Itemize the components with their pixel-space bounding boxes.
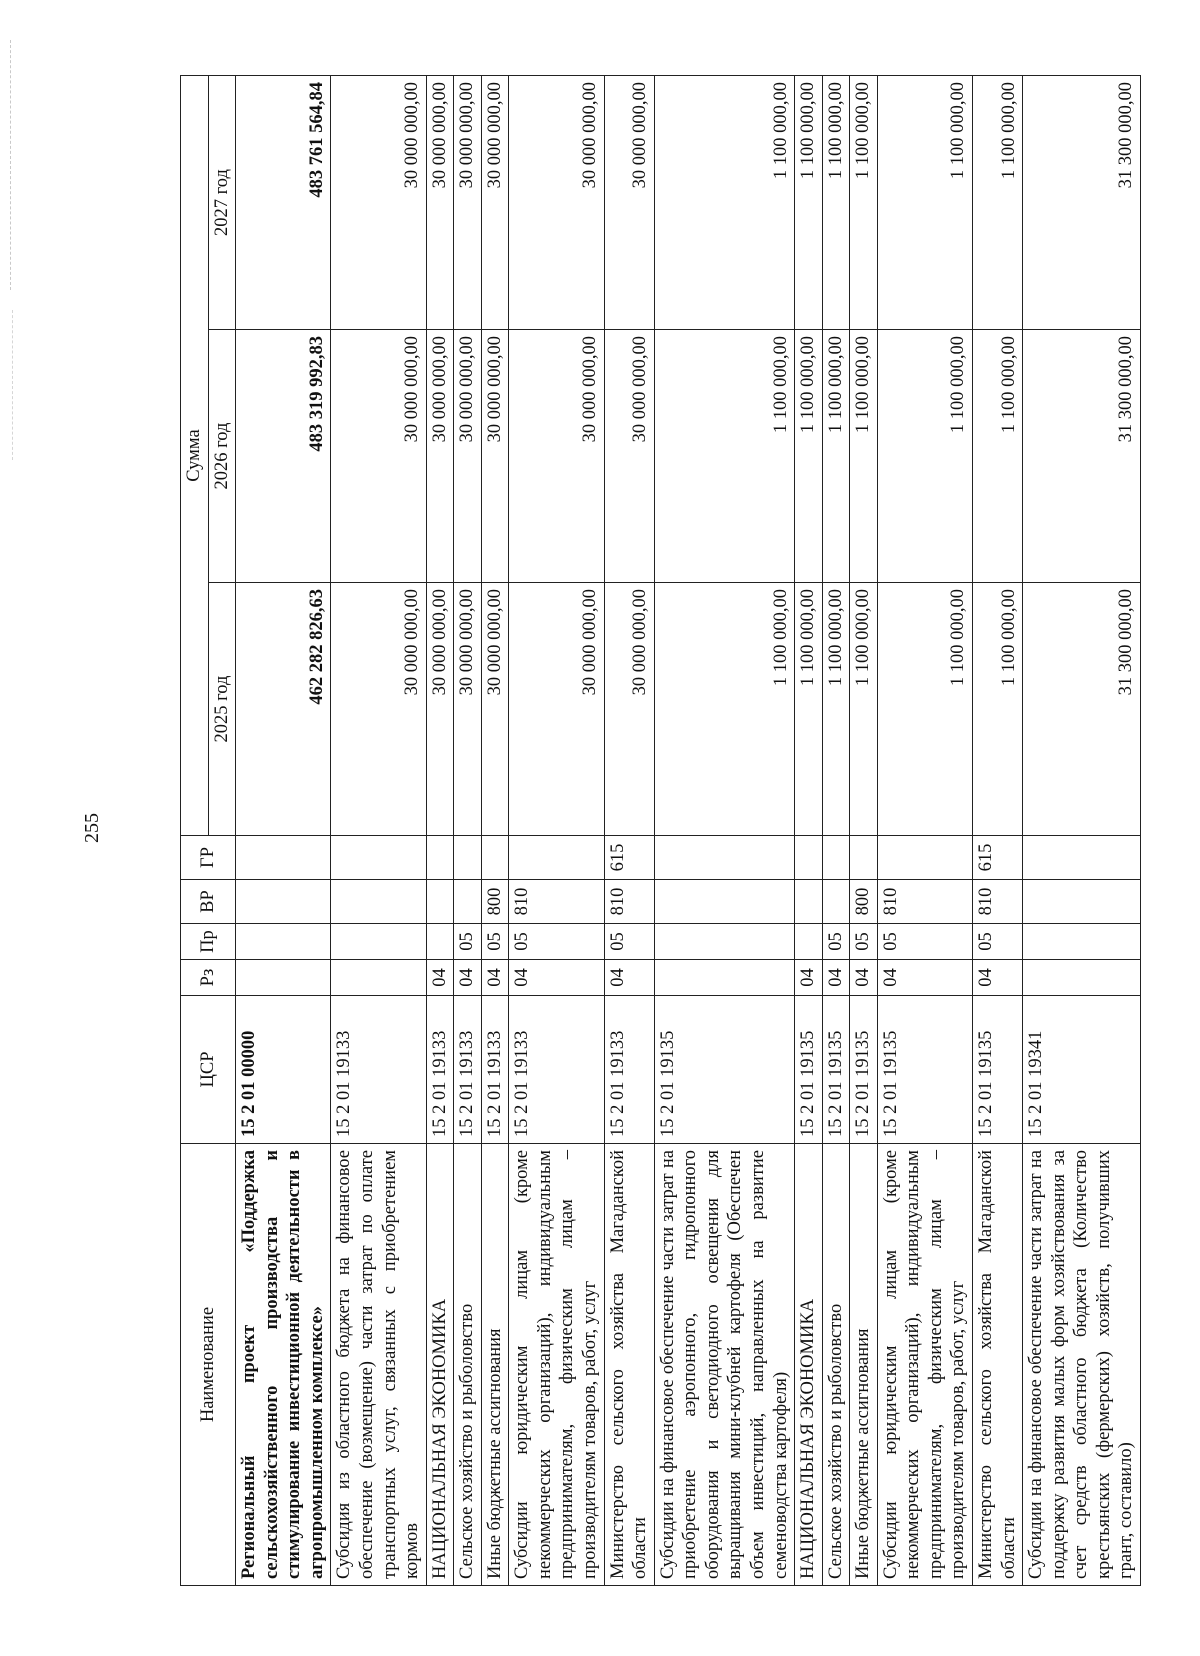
csr-cell: 15 2 01 19135 bbox=[877, 996, 972, 1144]
amount-2025-cell: 462 282 826,63 bbox=[236, 583, 331, 836]
amount-2025-cell: 1 100 000,00 bbox=[654, 583, 794, 836]
table-row bbox=[973, 76, 1023, 1586]
amount-2026-cell: 1 100 000,00 bbox=[850, 330, 878, 583]
amount-2027-cell: 1 100 000,00 bbox=[973, 76, 1023, 330]
vr-cell bbox=[331, 880, 426, 924]
amount-2025-cell: 1 100 000,00 bbox=[877, 583, 972, 836]
page-number: 255 bbox=[81, 813, 103, 843]
pr-cell bbox=[654, 924, 794, 960]
table-row bbox=[236, 76, 331, 1586]
rotated-table-container bbox=[180, 76, 1137, 1586]
amount-2026-cell: 30 000 000,00 bbox=[604, 330, 654, 583]
amount-2027-cell: 1 100 000,00 bbox=[654, 76, 794, 330]
amount-2027-cell: 483 761 564,84 bbox=[236, 76, 331, 330]
name-cell: Иные бюджетные ассигнования bbox=[481, 1144, 509, 1586]
amount-2026-cell: 1 100 000,00 bbox=[973, 330, 1023, 583]
vr-cell bbox=[454, 880, 482, 924]
amount-2025-cell: 30 000 000,00 bbox=[331, 583, 426, 836]
rz-cell: 04 bbox=[850, 960, 878, 996]
table-row bbox=[822, 76, 850, 1586]
amount-2027-cell: 1 100 000,00 bbox=[822, 76, 850, 330]
amount-2027-cell: 31 300 000,00 bbox=[1023, 76, 1141, 330]
name-cell: Субсидии юридическим лицам (кроме некоммерческих организаций), индивидуальным предпринимателям, физическим лицам – производителям товаров, работ, услуг bbox=[509, 1144, 604, 1586]
name-cell: Субсидия из областного бюджета на финансовое обеспечение (возмещение) части затрат по оплате транспортных услуг, связанных с приобретением кормов bbox=[331, 1144, 426, 1586]
amount-2026-cell: 30 000 000,00 bbox=[426, 330, 454, 583]
csr-cell: 15 2 01 19133 bbox=[454, 996, 482, 1144]
header-rz: Рз bbox=[181, 960, 236, 996]
csr-cell: 15 2 01 19133 bbox=[509, 996, 604, 1144]
csr-cell: 15 2 01 19135 bbox=[850, 996, 878, 1144]
header-year-2026: 2026 год bbox=[208, 330, 236, 583]
table-body bbox=[236, 76, 1141, 1586]
gr-cell bbox=[236, 836, 331, 880]
rz-cell: 04 bbox=[973, 960, 1023, 996]
vr-cell: 810 bbox=[604, 880, 654, 924]
csr-cell: 15 2 01 19135 bbox=[654, 996, 794, 1144]
vr-cell bbox=[236, 880, 331, 924]
gr-cell bbox=[654, 836, 794, 880]
rz-cell bbox=[1023, 960, 1141, 996]
vr-cell: 800 bbox=[481, 880, 509, 924]
amount-2025-cell: 1 100 000,00 bbox=[822, 583, 850, 836]
amount-2025-cell: 1 100 000,00 bbox=[850, 583, 878, 836]
vr-cell bbox=[795, 880, 823, 924]
gr-cell bbox=[822, 836, 850, 880]
scan-edge-mark bbox=[12, 310, 14, 460]
gr-cell bbox=[481, 836, 509, 880]
amount-2027-cell: 30 000 000,00 bbox=[509, 76, 604, 330]
vr-cell bbox=[426, 880, 454, 924]
gr-cell bbox=[1023, 836, 1141, 880]
amount-2026-cell: 483 319 992,83 bbox=[236, 330, 331, 583]
table-row bbox=[604, 76, 654, 1586]
vr-cell bbox=[822, 880, 850, 924]
table-row bbox=[331, 76, 426, 1586]
vr-cell: 810 bbox=[973, 880, 1023, 924]
gr-cell: 615 bbox=[973, 836, 1023, 880]
amount-2027-cell: 1 100 000,00 bbox=[850, 76, 878, 330]
amount-2026-cell: 30 000 000,00 bbox=[331, 330, 426, 583]
name-cell: Сельское хозяйство и рыболовство bbox=[822, 1144, 850, 1586]
header-vr: ВР bbox=[181, 880, 236, 924]
table-row bbox=[509, 76, 604, 1586]
table-row bbox=[850, 76, 878, 1586]
csr-cell: 15 2 01 00000 bbox=[236, 996, 331, 1144]
amount-2026-cell: 1 100 000,00 bbox=[877, 330, 972, 583]
gr-cell bbox=[850, 836, 878, 880]
amount-2026-cell: 30 000 000,00 bbox=[481, 330, 509, 583]
rz-cell: 04 bbox=[822, 960, 850, 996]
pr-cell: 05 bbox=[509, 924, 604, 960]
gr-cell bbox=[331, 836, 426, 880]
csr-cell: 15 2 01 19133 bbox=[481, 996, 509, 1144]
name-cell: НАЦИОНАЛЬНАЯ ЭКОНОМИКА bbox=[426, 1144, 454, 1586]
pr-cell: 05 bbox=[481, 924, 509, 960]
csr-cell: 15 2 01 19341 bbox=[1023, 996, 1141, 1144]
amount-2026-cell: 1 100 000,00 bbox=[822, 330, 850, 583]
header-gr: ГР bbox=[181, 836, 236, 880]
pr-cell: 05 bbox=[877, 924, 972, 960]
amount-2026-cell: 30 000 000,00 bbox=[509, 330, 604, 583]
pr-cell: 05 bbox=[822, 924, 850, 960]
header-csr: ЦСР bbox=[181, 996, 236, 1144]
header-pr: Пр bbox=[181, 924, 236, 960]
vr-cell bbox=[1023, 880, 1141, 924]
amount-2027-cell: 30 000 000,00 bbox=[426, 76, 454, 330]
csr-cell: 15 2 01 19133 bbox=[331, 996, 426, 1144]
amount-2025-cell: 30 000 000,00 bbox=[604, 583, 654, 836]
csr-cell: 15 2 01 19133 bbox=[604, 996, 654, 1144]
table-row bbox=[795, 76, 823, 1586]
vr-cell bbox=[654, 880, 794, 924]
amount-2025-cell: 31 300 000,00 bbox=[1023, 583, 1141, 836]
gr-cell bbox=[454, 836, 482, 880]
amount-2025-cell: 30 000 000,00 bbox=[481, 583, 509, 836]
amount-2026-cell: 31 300 000,00 bbox=[1023, 330, 1141, 583]
name-cell: Иные бюджетные ассигнования bbox=[850, 1144, 878, 1586]
rz-cell: 04 bbox=[454, 960, 482, 996]
vr-cell: 800 bbox=[850, 880, 878, 924]
table-header-row bbox=[181, 76, 209, 1586]
gr-cell: 615 bbox=[604, 836, 654, 880]
amount-2027-cell: 30 000 000,00 bbox=[604, 76, 654, 330]
table-row bbox=[426, 76, 454, 1586]
name-cell: Министерство сельского хозяйства Магаданской области bbox=[973, 1144, 1023, 1586]
scan-edge-mark bbox=[10, 40, 12, 290]
rz-cell: 04 bbox=[481, 960, 509, 996]
name-cell: Министерство сельского хозяйства Магаданской области bbox=[604, 1144, 654, 1586]
csr-cell: 15 2 01 19135 bbox=[795, 996, 823, 1144]
amount-2025-cell: 30 000 000,00 bbox=[454, 583, 482, 836]
gr-cell bbox=[795, 836, 823, 880]
gr-cell bbox=[509, 836, 604, 880]
table-row bbox=[1023, 76, 1141, 1586]
name-cell: Субсидии на финансовое обеспечение части затрат на приобретение аэропонного, гидропонного оборудования и светодиодного освещения для выращивания мини-клубней картофеля (Обеспечен объем инвестиций, направленных на развитие семеноводства картофеля) bbox=[654, 1144, 794, 1586]
name-cell: НАЦИОНАЛЬНАЯ ЭКОНОМИКА bbox=[795, 1144, 823, 1586]
rz-cell bbox=[236, 960, 331, 996]
budget-table bbox=[180, 75, 1141, 1586]
gr-cell bbox=[426, 836, 454, 880]
table-row bbox=[877, 76, 972, 1586]
name-cell: Сельское хозяйство и рыболовство bbox=[454, 1144, 482, 1586]
pr-cell: 05 bbox=[850, 924, 878, 960]
amount-2027-cell: 30 000 000,00 bbox=[481, 76, 509, 330]
amount-2027-cell: 1 100 000,00 bbox=[877, 76, 972, 330]
amount-2026-cell: 1 100 000,00 bbox=[654, 330, 794, 583]
vr-cell: 810 bbox=[877, 880, 972, 924]
name-cell: Субсидии юридическим лицам (кроме некоммерческих организаций), индивидуальным предпринимателям, физическим лицам – производителям товаров, работ, услуг bbox=[877, 1144, 972, 1586]
name-cell: Субсидии на финансовое обеспечение части затрат на поддержку развития малых форм хозяйствования за счет средств областного бюджета (Количество крестьянских (фермерских) хозяйств, получивших грант, составило) bbox=[1023, 1144, 1141, 1586]
amount-2025-cell: 30 000 000,00 bbox=[509, 583, 604, 836]
amount-2027-cell: 30 000 000,00 bbox=[331, 76, 426, 330]
pr-cell bbox=[236, 924, 331, 960]
rz-cell bbox=[654, 960, 794, 996]
rz-cell: 04 bbox=[509, 960, 604, 996]
gr-cell bbox=[877, 836, 972, 880]
table-row bbox=[481, 76, 509, 1586]
rz-cell: 04 bbox=[604, 960, 654, 996]
pr-cell bbox=[795, 924, 823, 960]
header-year-2027: 2027 год bbox=[208, 76, 236, 330]
rz-cell: 04 bbox=[795, 960, 823, 996]
csr-cell: 15 2 01 19135 bbox=[973, 996, 1023, 1144]
pr-cell: 05 bbox=[604, 924, 654, 960]
table-row bbox=[654, 76, 794, 1586]
amount-2026-cell: 1 100 000,00 bbox=[795, 330, 823, 583]
rz-cell: 04 bbox=[426, 960, 454, 996]
amount-2025-cell: 1 100 000,00 bbox=[795, 583, 823, 836]
header-name: Наименование bbox=[181, 1144, 236, 1586]
amount-2025-cell: 30 000 000,00 bbox=[426, 583, 454, 836]
csr-cell: 15 2 01 19133 bbox=[426, 996, 454, 1144]
pr-cell bbox=[426, 924, 454, 960]
name-cell: Региональный проект «Поддержка сельскохозяйственного производства и стимулирование инвестиционной деятельности в агропромышленном комплексе» bbox=[236, 1144, 331, 1586]
amount-2027-cell: 30 000 000,00 bbox=[454, 76, 482, 330]
header-sum: Сумма bbox=[181, 76, 209, 836]
pr-cell bbox=[1023, 924, 1141, 960]
amount-2025-cell: 1 100 000,00 bbox=[973, 583, 1023, 836]
header-year-2025: 2025 год bbox=[208, 583, 236, 836]
rz-cell: 04 bbox=[877, 960, 972, 996]
table-row bbox=[454, 76, 482, 1586]
amount-2027-cell: 1 100 000,00 bbox=[795, 76, 823, 330]
vr-cell: 810 bbox=[509, 880, 604, 924]
pr-cell: 05 bbox=[454, 924, 482, 960]
csr-cell: 15 2 01 19135 bbox=[822, 996, 850, 1144]
amount-2026-cell: 30 000 000,00 bbox=[454, 330, 482, 583]
pr-cell: 05 bbox=[973, 924, 1023, 960]
rz-cell bbox=[331, 960, 426, 996]
pr-cell bbox=[331, 924, 426, 960]
